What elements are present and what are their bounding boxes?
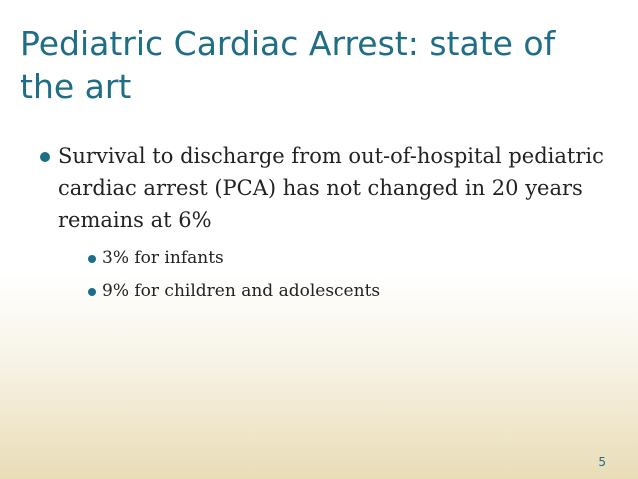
sub-bullet-item: [58, 275, 614, 308]
bullet-dot-icon: [88, 288, 96, 296]
bullet-dot-icon: [40, 152, 50, 162]
bullet-dot-icon: [88, 255, 96, 263]
bullet-text: Survival to discharge from out-of-hospital pediatric cardiac arrest (PCA) has not changed in 20 years remains at 6%: [58, 144, 604, 232]
sub-bullet-item: [58, 242, 614, 275]
slide-title: Pediatric Cardiac Arrest: state of the art: [20, 24, 556, 106]
sub-bullet-text: 9% for children and adolescents: [102, 281, 381, 301]
sub-bullet-list: [58, 242, 614, 308]
page-number: 5: [598, 455, 606, 469]
bullet-item: [34, 140, 614, 308]
slide-body: [34, 140, 614, 308]
sub-bullet-text: 3% for infants: [102, 248, 224, 268]
